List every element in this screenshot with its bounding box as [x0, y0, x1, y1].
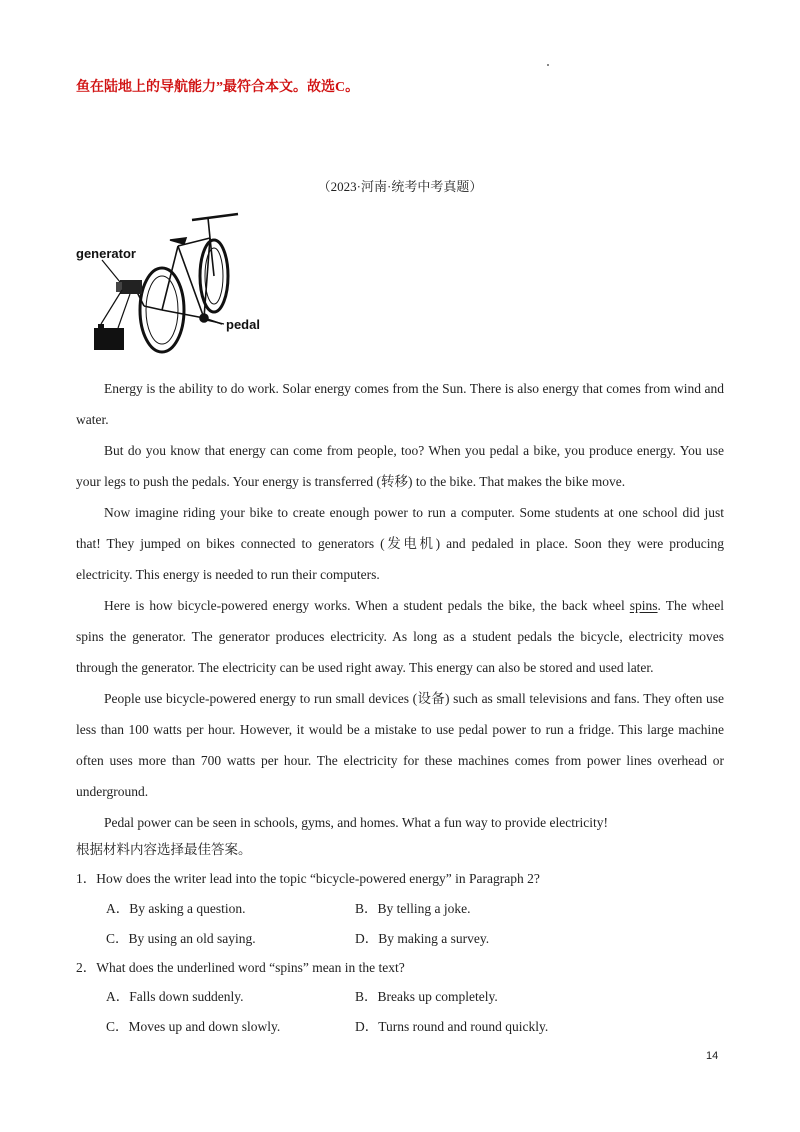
q1-option-a[interactable]: A．By asking a question.: [106, 901, 246, 916]
generator-unit: [116, 280, 142, 294]
paragraph-4-text-b: . The wheel spins the generator. The generator produces electricity. As long as a student pedals the bicycle, electricity moves through the generator. The electricity can be used right away. This energy can also be stored and used later.: [76, 598, 724, 675]
q2-option-b[interactable]: B．Breaks up completely.: [355, 989, 498, 1004]
q1-option-d[interactable]: D．By making a survey.: [355, 931, 490, 946]
paragraph-6: Pedal power can be seen in schools, gyms, and homes. What a fun way to provide electricity!: [104, 815, 608, 830]
question-2-stem: 2．What does the underlined word “spins” mean in the text?: [76, 960, 405, 975]
question-source: （2023·河南·统考中考真题）: [317, 179, 483, 194]
paragraph-4-text-a: Here is how bicycle-powered energy works. When a student pedals the bike, the back wheel: [104, 598, 630, 613]
paragraph-4: [76, 590, 724, 683]
stray-dot: [547, 64, 549, 66]
q1-option-b[interactable]: B．By telling a joke.: [355, 901, 471, 916]
generator-label: generator: [76, 246, 136, 261]
passage: [76, 373, 724, 838]
paragraph-1: Energy is the ability to do work. Solar energy comes from the Sun. There is also energy that comes from wind and water.: [76, 381, 724, 427]
bicycle-drawing: [74, 210, 274, 360]
paragraph-2: But do you know that energy can come from people, too? When you pedal a bike, you produce energy. You use your legs to push the pedals. Your energy is transferred (转移) to the bike. That makes the bike move.: [76, 443, 724, 489]
underlined-word-spins: spins: [629, 598, 658, 613]
q2-option-c[interactable]: C．Moves up and down slowly.: [106, 1019, 281, 1034]
page-number: 14: [706, 1050, 719, 1062]
bicycle-generator-figure: [74, 210, 274, 360]
question-1-stem: 1．How does the writer lead into the topic “bicycle-powered energy” in Paragraph 2?: [76, 871, 540, 886]
paragraph-5: People use bicycle-powered energy to run small devices (设备) such as small televisions and fans. They often use less than 100 watts per hour. However, it would be a mistake to use pedal power to run a fridge. This large machine often uses more than 700 watts per hour. The electricity for these machines comes from power lines overhead or underground.: [76, 691, 724, 799]
battery: [94, 290, 130, 350]
q2-option-d[interactable]: D．Turns round and round quickly.: [355, 1019, 549, 1034]
pedal-label: pedal: [226, 317, 260, 332]
previous-answer-line: 鱼在陆地上的导航能力”最符合本文。故选C。: [76, 80, 360, 95]
instruction: 根据材料内容选择最佳答案。: [76, 842, 252, 857]
paragraph-3: Now imagine riding your bike to create enough power to run a computer. Some students at one school did just that! They jumped on bikes connected to generators (发电机) and pedaled in place. Soon they were producing electricity. This energy is needed to run their computers.: [76, 505, 724, 582]
q2-option-a[interactable]: A．Falls down suddenly.: [106, 989, 244, 1004]
q1-option-c[interactable]: C．By using an old saying.: [106, 931, 256, 946]
